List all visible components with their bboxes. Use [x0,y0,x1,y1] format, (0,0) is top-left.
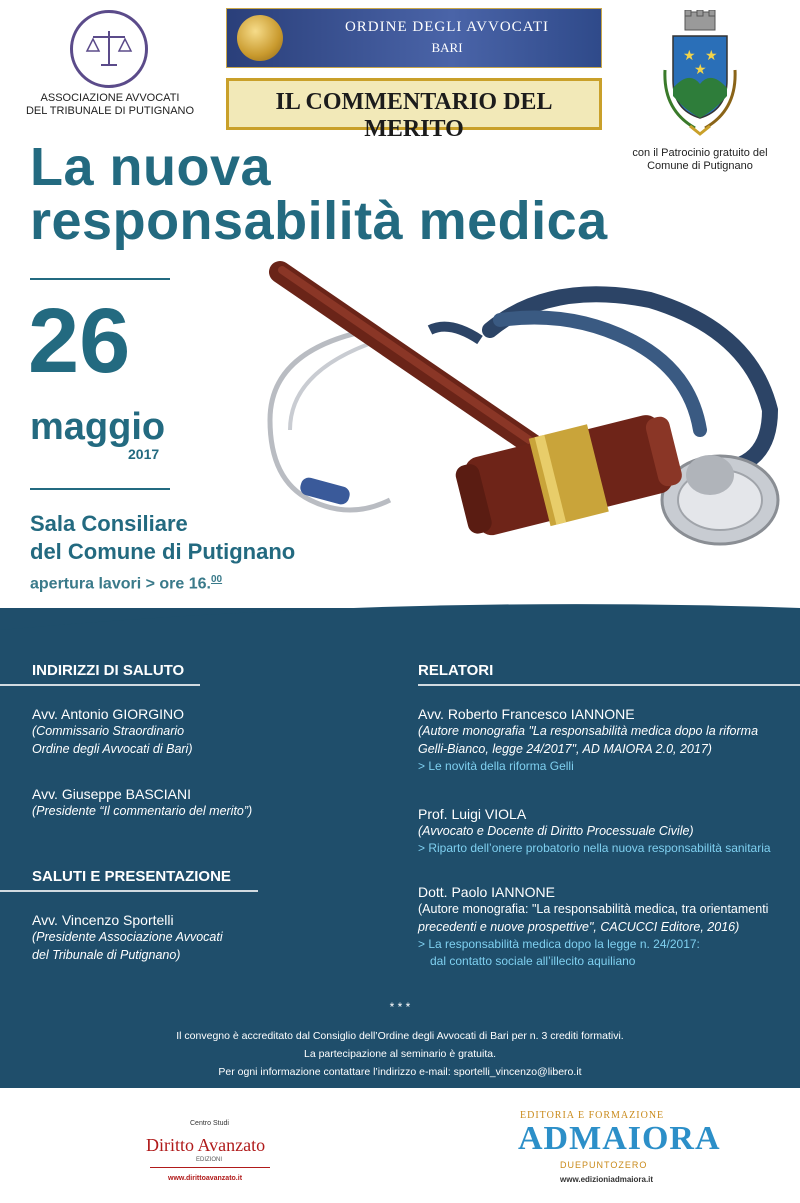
divider [0,684,200,686]
speaker-sportelli [32,912,372,964]
speaker-desc: (Presidente Associazione Avvocati [32,930,223,944]
association-name-line2: DEL TRIBUNALE DI PUTIGNANO [25,105,195,117]
association-name-line1: ASSOCIAZIONE AVVOCATI [40,92,180,104]
accreditation-note: Il convegno è accreditato dal Consiglio dell’Ordine degli Avvocati di Bari per n. 3 crediti formativi. [176,1030,624,1042]
speaker-desc: (Commissario Straordinario [32,724,185,738]
event-title [30,137,730,251]
admaiora-url[interactable]: www.edizioniadmaiora.it [560,1175,654,1184]
speaker-name: Avv. Roberto Francesco IANNONE [418,706,635,722]
diritto-avanzato-edizioni: EDIZIONI [196,1157,223,1163]
relatore-p-iannone [418,884,798,970]
ordine-city: BARI [431,40,463,55]
centro-studi-label: Centro Studi [190,1120,229,1127]
speaker-desc: (Autore monografia "La responsabilità medica dopo la riforma [418,724,759,738]
speaker-name: Avv. Giuseppe BASCIANI [32,786,191,802]
ordine-title: ORDINE DEGLI AVVOCATI [344,19,550,35]
speaker-desc: precedenti e nuove prospettive", CACUCCI Editore, 2016) [418,920,740,934]
divider [30,488,170,490]
panel-wave-decoration [0,600,800,640]
free-participation-note: La partecipazione al seminario è gratuita. [303,1048,497,1060]
speaker-name: Prof. Luigi VIOLA [418,806,527,822]
speaker-desc: Gelli-Bianco, legge 24/2017", AD MAIORA 2.0, 2017) [418,742,712,756]
speaker-desc: (Avvocato e Docente di Diritto Processuale Civile) [418,824,694,838]
talk-topic: > La responsabilità medica dopo la legge n. 24/2017: [418,937,700,951]
speaker-basciani [32,786,372,820]
speaker-desc: Ordine degli Avvocati di Bari) [32,742,193,756]
presentazione-heading: SALUTI E PRESENTAZIONE [32,868,231,885]
svg-text:★: ★ [683,47,696,63]
talk-topic: > Riparto dell’onere probatorio nella nuova responsabilità sanitaria [418,841,771,855]
admaiora-logo: ADMAIORA [518,1120,721,1157]
divider [150,1167,270,1168]
venue-line2: del Comune di Putignano [30,539,296,564]
svg-text:★: ★ [694,61,707,77]
commentario-banner [226,78,602,142]
speaker-giorgino [32,706,372,758]
separator-stars: * * * [389,1000,411,1014]
medal-icon [237,15,283,61]
opening-label: apertura lavori > ore 16. [30,575,211,593]
association-logo [70,10,148,88]
svg-text:★: ★ [705,47,718,63]
event-month: maggio [30,406,166,448]
speaker-name: Avv. Antonio GIORGINO [32,706,184,722]
event-title-line1: La nuova [30,137,272,197]
talk-topic: > Le novità della riforma Gelli [418,759,574,773]
event-title-line2: responsabilità medica [30,191,608,251]
admaiora-tagline: EDITORIA E FORMAZIONE [520,1110,665,1121]
patrocinio-line2: Comune di Putignano [647,160,753,172]
putignano-crest-icon [655,10,745,140]
ordine-avvocati-banner [226,8,602,68]
opening-minutes: 00 [210,574,223,585]
saluto-heading: INDIRIZZI DI SALUTO [32,662,185,679]
divider [418,684,800,686]
patrocinio-line1: con il Patrocinio gratuito del [632,147,768,159]
relatori-heading: RELATORI [418,662,494,679]
opening-time [30,574,222,593]
speaker-name: Avv. Vincenzo Sportelli [32,912,174,928]
divider [30,278,170,280]
relatore-r-iannone [418,706,798,775]
contact-note: Per ogni informazione contattare l’indirizzo e-mail: sportelli_vincenzo@libero.it [218,1066,582,1078]
talk-topic: dal contatto sociale all’illecito aquiliano [430,954,636,968]
speaker-desc: del Tribunale di Putignano) [32,948,181,962]
event-day: 26 [28,290,131,392]
event-year: 2017 [128,446,160,462]
divider [0,890,258,892]
diritto-avanzato-url[interactable]: www.dirittoavanzato.it [168,1175,243,1182]
gavel-stethoscope-illustration [250,260,790,590]
association-name [20,92,200,118]
speaker-desc: (Presidente “Il commentario del merito”) [32,804,253,818]
venue-line1: Sala Consiliare [30,511,188,536]
speaker-name: Dott. Paolo IANNONE [418,884,555,900]
relatore-viola [418,806,798,857]
admaiora-subtitle: DUEPUNTOZERO [560,1160,648,1170]
commentario-title: IL COMMENTARIO DEL MERITO [275,89,553,142]
diritto-avanzato-logo: Diritto Avanzato [146,1135,266,1155]
speaker-desc: (Autore monografia: "La responsabilità medica, tra orientamenti [418,902,769,916]
